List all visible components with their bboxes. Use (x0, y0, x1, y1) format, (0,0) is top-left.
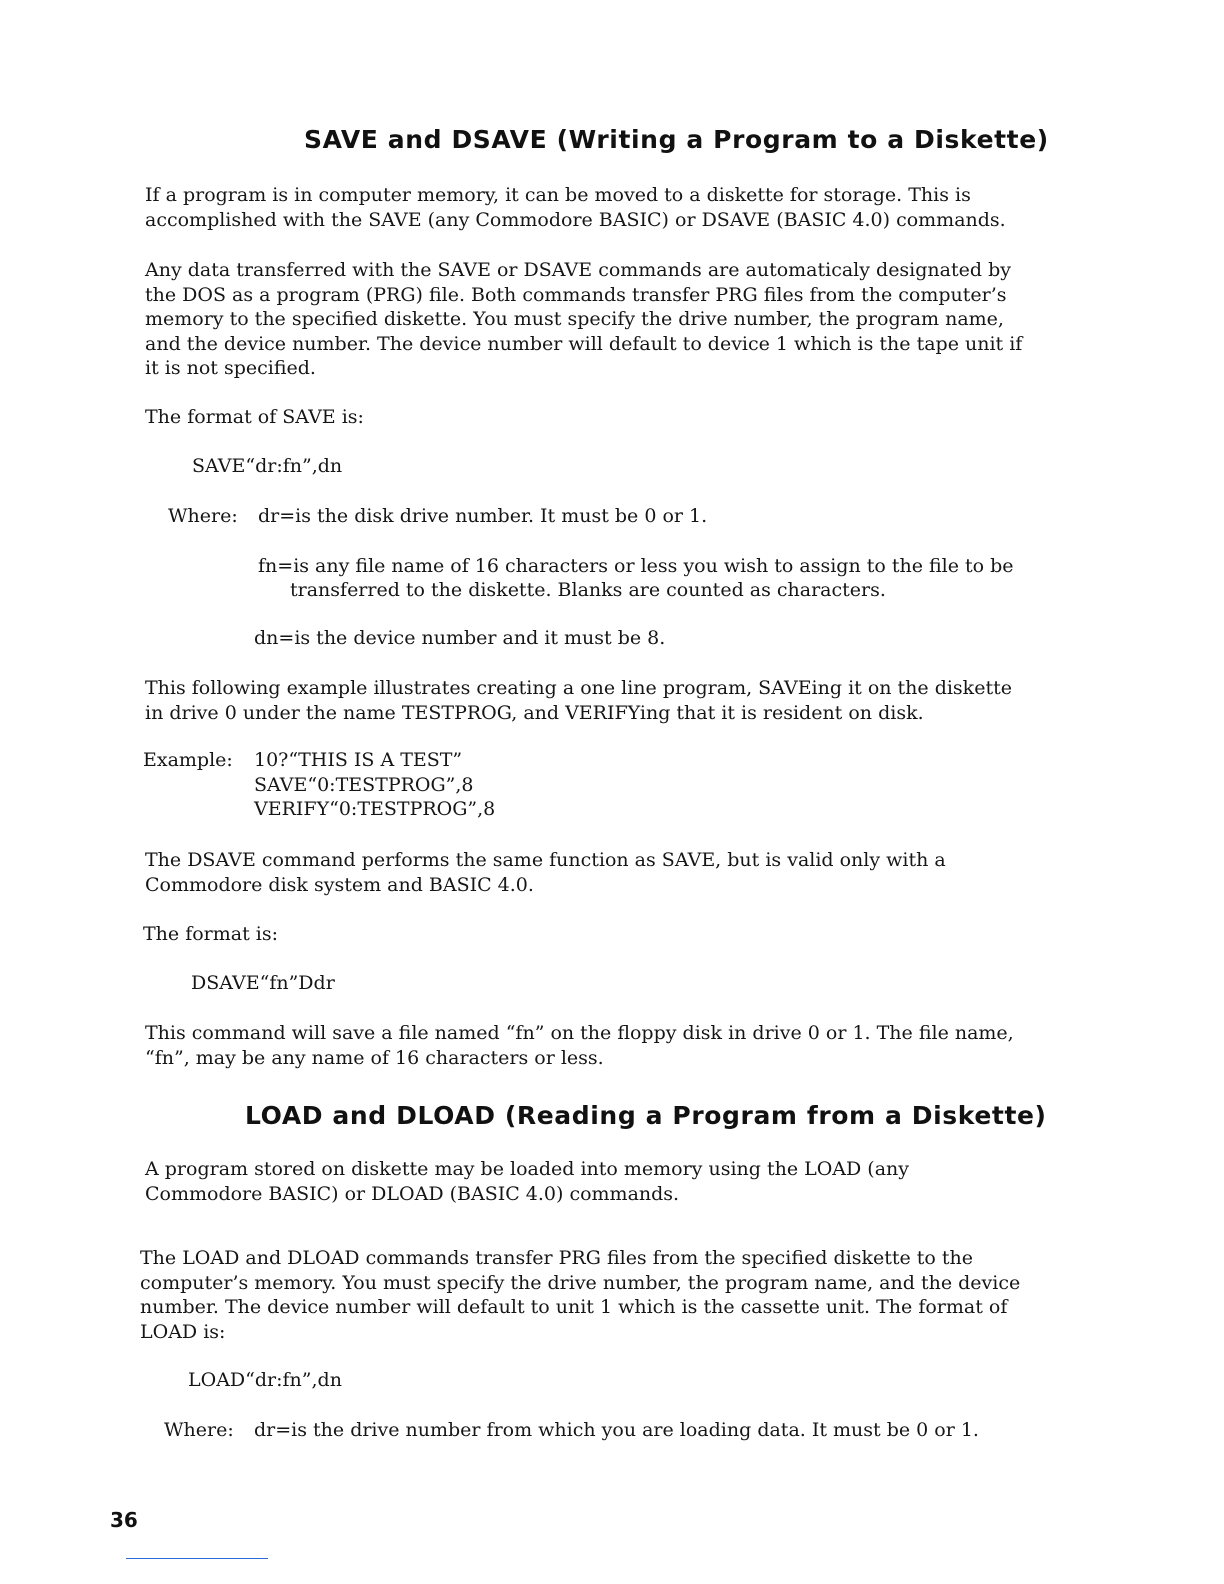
save-format-syntax: SAVE“dr:fn”,dn (192, 455, 343, 477)
save-param-fn: fn=is any file name of 16 characters or less you wish to assign to the file to be (258, 555, 1014, 577)
load-where-label: Where: (164, 1419, 234, 1441)
save-format-intro: The format of SAVE is: (145, 406, 364, 428)
section-heading-load: LOAD and DLOAD (Reading a Program from a Diskette) (245, 1101, 1047, 1130)
save-param-dn: dn=is the device number and it must be 8. (254, 627, 666, 649)
footer-rule (126, 1558, 268, 1559)
load-param-dr: dr=is the drive number from which you are loading data. It must be 0 or 1. (254, 1419, 979, 1441)
save-param-fn-continued: transferred to the diskette. Blanks are counted as characters. (290, 579, 886, 601)
save-intro-paragraph: If a program is in computer memory, it can be moved to a diskette for storage. This is accomplished with the SAVE (any Commodore BASIC) or DSAVE (BASIC 4.0) commands. (145, 184, 1006, 231)
dsave-format-syntax: DSAVE“fn”Ddr (191, 972, 335, 994)
example-code-line: VERIFY“0:TESTPROG”,8 (254, 798, 496, 820)
section-heading-save: SAVE and DSAVE (Writing a Program to a Diskette) (304, 125, 1049, 154)
load-details-paragraph: The LOAD and DLOAD commands transfer PRG files from the specified diskette to the computer’s memory. You must specify the drive number, the program name, and the device number. The device number will default to unit 1 which is the cassette unit. The format of LOAD is: (140, 1247, 1021, 1343)
dsave-explanation: This command will save a file named “fn” on the floppy disk in drive 0 or 1. The file name, “fn”, may be any name of 16 characters or less. (145, 1022, 1014, 1069)
example-code-line: SAVE“0:TESTPROG”,8 (254, 774, 474, 796)
dsave-description: The DSAVE command performs the same function as SAVE, but is valid only with a Commodore disk system and BASIC 4.0. (145, 849, 946, 896)
example-code-line: 10?“THIS IS A TEST” (254, 749, 463, 771)
save-param-dr: dr=is the disk drive number. It must be 0 or 1. (258, 505, 708, 527)
load-format-syntax: LOAD“dr:fn”,dn (188, 1369, 342, 1391)
load-intro-paragraph: A program stored on diskette may be loaded into memory using the LOAD (any Commodore BASIC) or DLOAD (BASIC 4.0) commands. (145, 1158, 910, 1205)
save-where-label: Where: (168, 505, 238, 527)
save-details-paragraph: Any data transferred with the SAVE or DSAVE commands are automaticaly designated by the DOS as a program (PRG) file. Both commands transfer PRG files from the computer’s memory to the specified diskette. You must specify the drive number, the program name, and the device number. The device number will default to device 1 which is the tape unit if it is not specified. (145, 259, 1023, 379)
save-example-intro: This following example illustrates creating a one line program, SAVEing it on the diskette in drive 0 under the name TESTPROG, and VERIFYing that it is resident on disk. (145, 677, 1012, 724)
dsave-format-intro: The format is: (143, 923, 278, 945)
example-label: Example: (143, 749, 233, 771)
page-number: 36 (110, 1508, 138, 1532)
